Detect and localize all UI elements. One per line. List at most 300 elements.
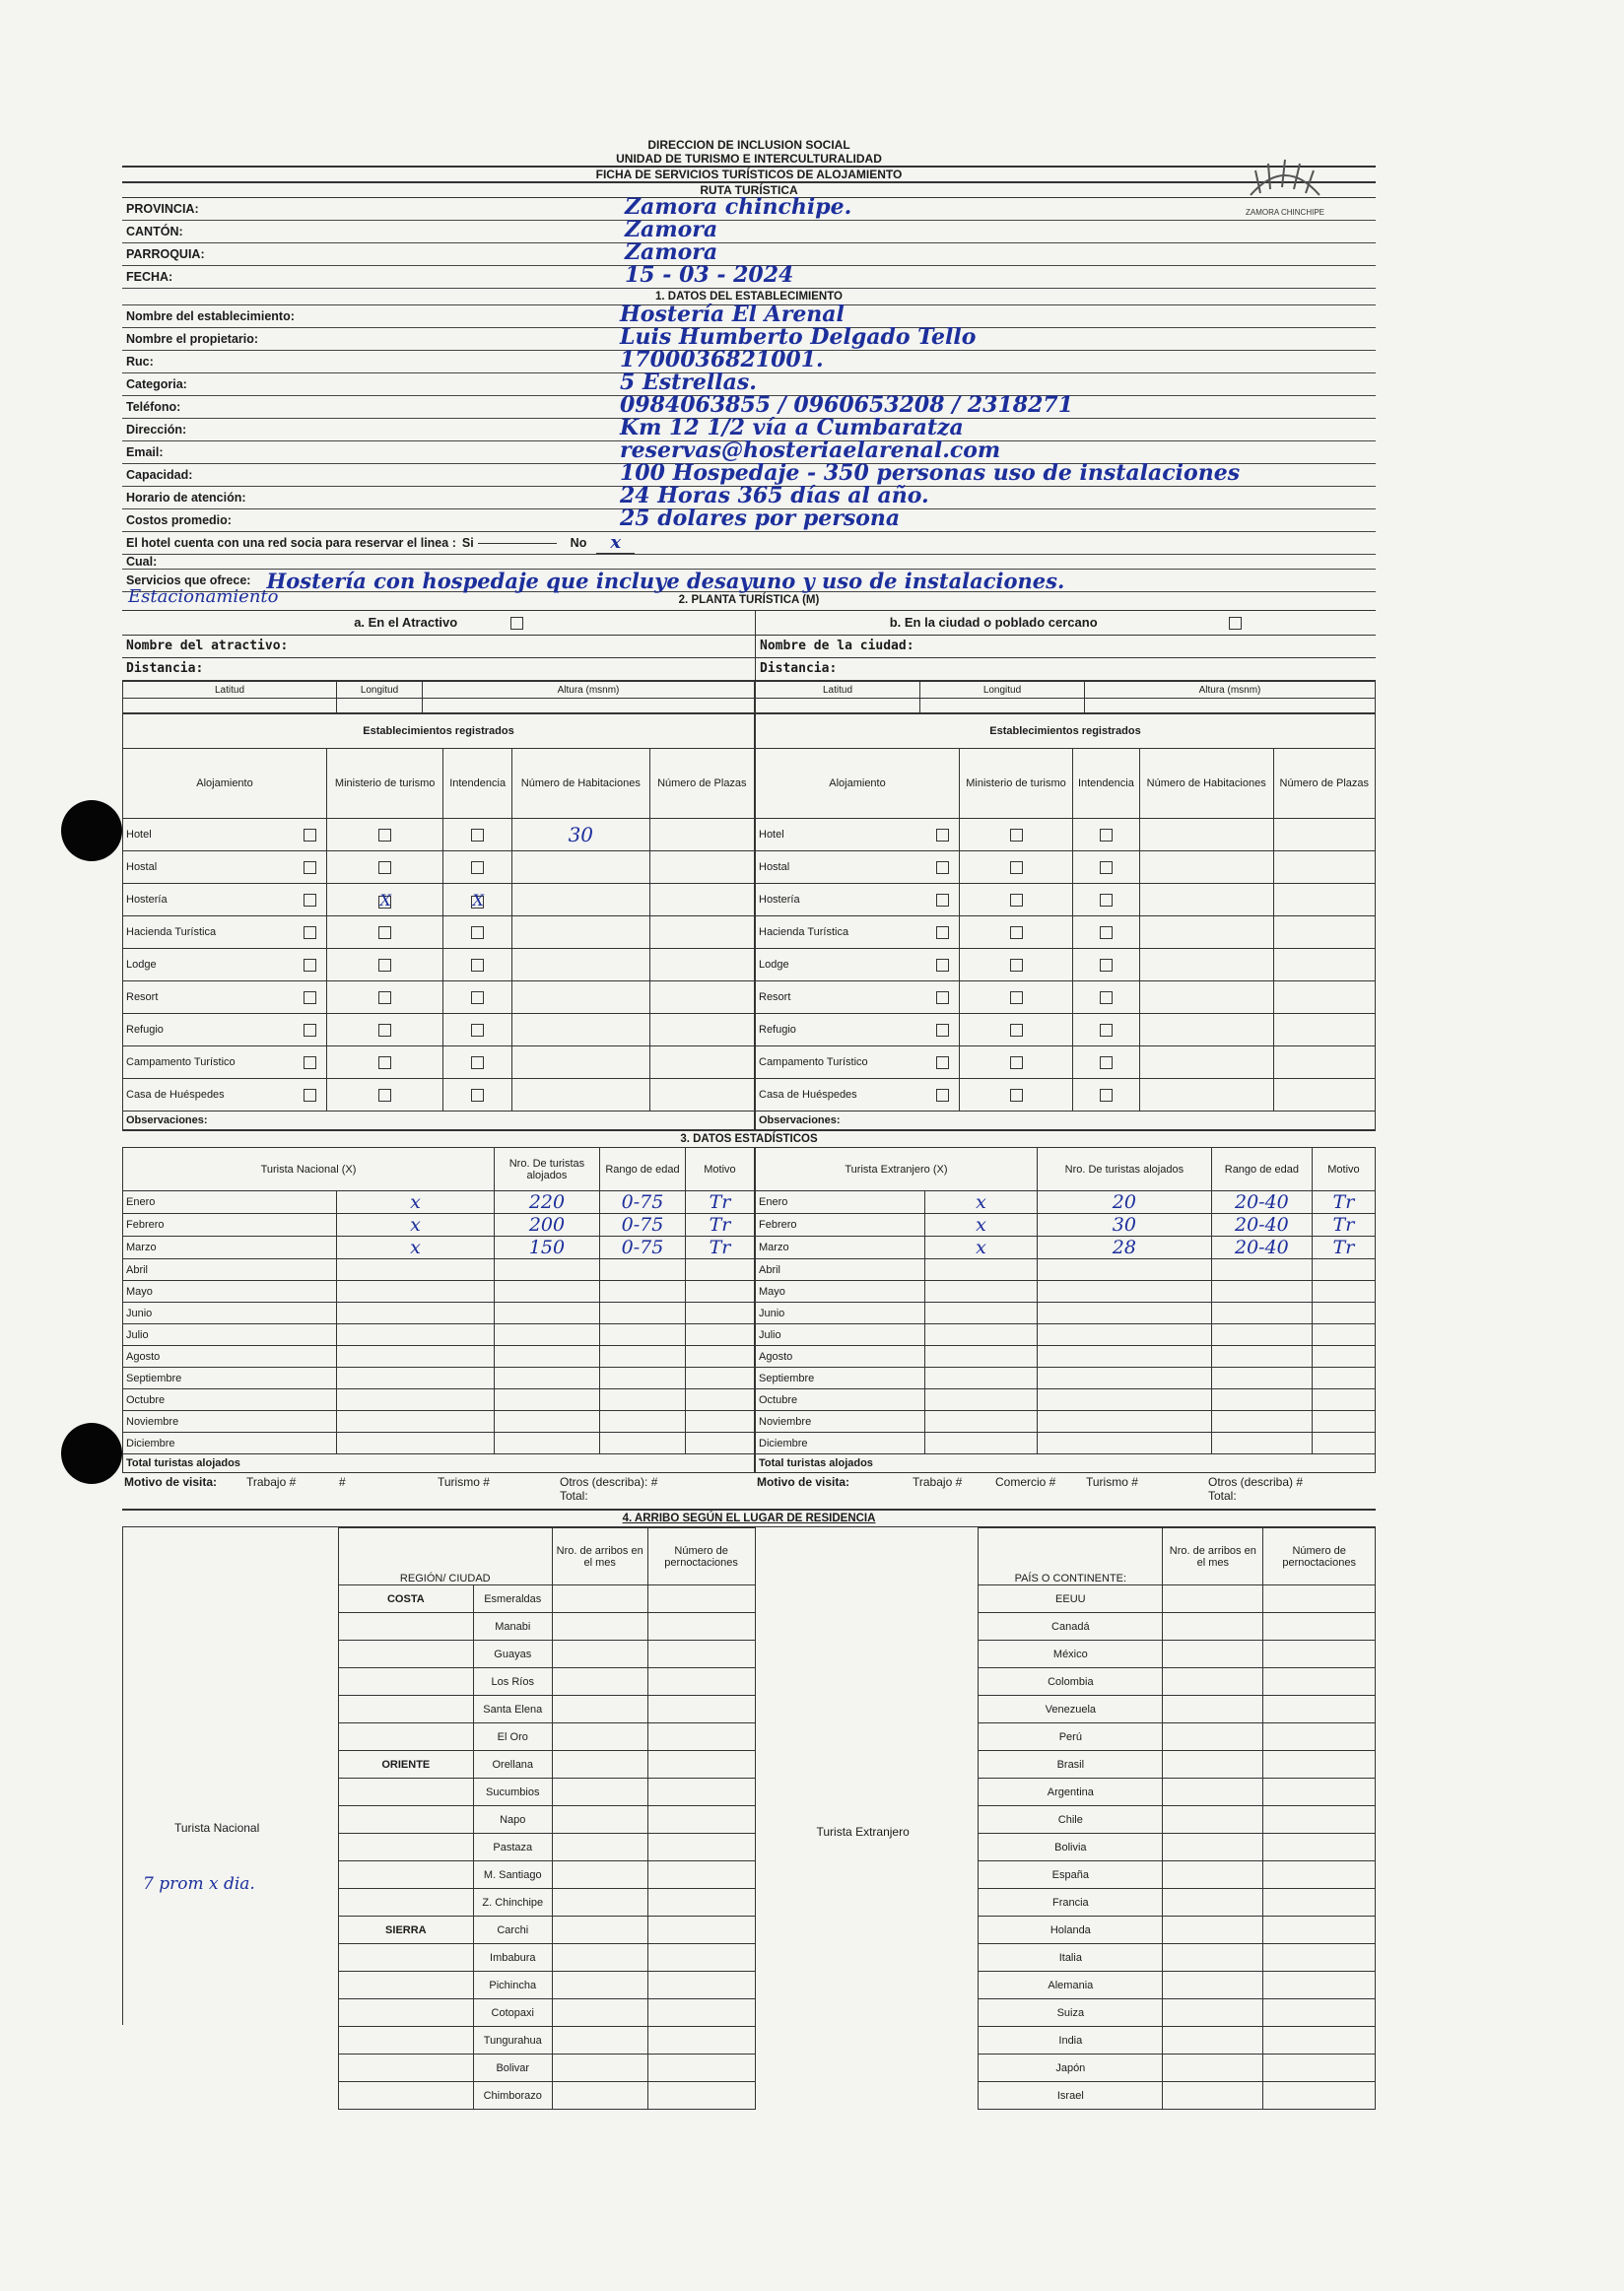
pernoct-cell[interactable] [647, 1889, 755, 1917]
pernoct-cell[interactable] [1263, 1834, 1376, 1861]
arribos-cell[interactable] [1163, 1668, 1263, 1696]
registro-checkbox[interactable] [378, 861, 391, 874]
registro-checkbox[interactable] [1010, 1089, 1023, 1102]
registro-checkbox[interactable] [378, 926, 391, 939]
arribos-cell[interactable] [552, 1834, 647, 1861]
stats-x-cell[interactable]: x [337, 1191, 495, 1214]
stats-month: Octubre [756, 1389, 925, 1411]
stats-motivo-cell[interactable] [685, 1281, 754, 1303]
arribos-cell[interactable] [552, 1944, 647, 1972]
stats-rango-cell[interactable] [599, 1281, 685, 1303]
habitaciones-cell[interactable] [511, 949, 649, 981]
establishment-value[interactable]: reservas@hosteriaelarenal.com [620, 438, 1001, 463]
alojamiento-checkbox[interactable] [304, 959, 316, 972]
stats-month: Marzo [123, 1237, 337, 1259]
stats-rango-cell[interactable] [599, 1411, 685, 1433]
stats-rango-cell[interactable]: 0-75 [599, 1191, 685, 1214]
location-value[interactable]: Zamora [625, 217, 718, 242]
plazas-cell[interactable] [649, 851, 754, 884]
stats-motivo-cell[interactable]: Tr [685, 1191, 754, 1214]
arribos-cell[interactable] [1163, 2055, 1263, 2082]
arribos-cell[interactable] [552, 1696, 647, 1723]
registro-checkbox[interactable] [1010, 991, 1023, 1004]
stats-n-cell[interactable] [1037, 1324, 1211, 1346]
habitaciones-cell[interactable] [1139, 1046, 1273, 1079]
arribos-cell[interactable] [552, 2055, 647, 2082]
stats-n-cell[interactable]: 200 [494, 1214, 599, 1237]
stats-x-cell[interactable]: x [925, 1191, 1038, 1214]
habitaciones-cell[interactable] [1139, 884, 1273, 916]
registro-checkbox[interactable] [1100, 1089, 1113, 1102]
pernoct-cell[interactable] [1263, 1641, 1376, 1668]
stats-x-cell[interactable]: x [337, 1214, 495, 1237]
pernoct-cell[interactable] [647, 1806, 755, 1834]
stats-motivo-cell[interactable] [1312, 1259, 1375, 1281]
registro-checkbox[interactable] [378, 959, 391, 972]
registro-checkbox[interactable] [471, 861, 484, 874]
pernoct-cell[interactable] [647, 1585, 755, 1613]
stats-rango-cell[interactable] [1211, 1433, 1312, 1454]
arribos-cell[interactable] [552, 1806, 647, 1834]
registro-checkbox[interactable] [471, 926, 484, 939]
plazas-cell[interactable] [1273, 851, 1375, 884]
registro-checkbox[interactable] [378, 991, 391, 1004]
registro-checkbox[interactable] [1010, 861, 1023, 874]
stats-n-cell[interactable] [494, 1411, 599, 1433]
alojamiento-checkbox[interactable] [936, 926, 949, 939]
alojamiento-checkbox[interactable] [304, 1024, 316, 1037]
stats-motivo-cell[interactable] [685, 1324, 754, 1346]
arribos-cell[interactable] [552, 1779, 647, 1806]
stats-rango-cell[interactable] [599, 1324, 685, 1346]
establishment-value[interactable]: 5 Estrellas. [620, 370, 757, 395]
alojamiento-checkbox[interactable] [304, 1056, 316, 1069]
plazas-cell[interactable] [1273, 1079, 1375, 1112]
habitaciones-cell[interactable] [1139, 981, 1273, 1014]
registro-checkbox[interactable] [1010, 926, 1023, 939]
stats-n-cell[interactable] [1037, 1281, 1211, 1303]
stats-rango-cell[interactable] [599, 1389, 685, 1411]
registro-checkbox[interactable] [1010, 959, 1023, 972]
plazas-cell[interactable] [649, 981, 754, 1014]
plazas-cell[interactable] [649, 1014, 754, 1046]
habitaciones-cell[interactable] [1139, 1079, 1273, 1112]
pernoct-cell[interactable] [1263, 1972, 1376, 1999]
habitaciones-cell[interactable] [511, 1079, 649, 1112]
registro-checkbox[interactable] [471, 1056, 484, 1069]
stats-n-cell[interactable] [1037, 1368, 1211, 1389]
habitaciones-cell[interactable] [511, 1046, 649, 1079]
arribos-cell[interactable] [552, 1917, 647, 1944]
arribos-cell[interactable] [1163, 1999, 1263, 2027]
arribos-cell[interactable] [1163, 1613, 1263, 1641]
stats-x-cell[interactable] [925, 1389, 1038, 1411]
plazas-cell[interactable] [649, 916, 754, 949]
pernoct-cell[interactable] [647, 1972, 755, 1999]
stats-rango-cell[interactable]: 20-40 [1211, 1214, 1312, 1237]
plazas-cell[interactable] [1273, 1014, 1375, 1046]
stats-motivo-cell[interactable] [685, 1433, 754, 1454]
registro-checkbox[interactable] [1010, 1024, 1023, 1037]
registro-checkbox[interactable] [471, 1024, 484, 1037]
stats-n-cell[interactable]: 28 [1037, 1237, 1211, 1259]
pernoct-cell[interactable] [1263, 1723, 1376, 1751]
stats-rango-cell[interactable]: 20-40 [1211, 1237, 1312, 1259]
arribos-cell[interactable] [552, 1723, 647, 1751]
pernoct-cell[interactable] [647, 2082, 755, 2110]
pernoct-cell[interactable] [1263, 1585, 1376, 1613]
plazas-cell[interactable] [649, 1079, 754, 1112]
stats-rango-cell[interactable] [1211, 1324, 1312, 1346]
registro-checkbox[interactable] [1010, 829, 1023, 842]
stats-motivo-cell[interactable] [1312, 1346, 1375, 1368]
stats-n-cell[interactable] [1037, 1389, 1211, 1411]
stats-n-cell[interactable] [494, 1303, 599, 1324]
plazas-cell[interactable] [649, 949, 754, 981]
alojamiento-checkbox[interactable] [936, 1056, 949, 1069]
alojamiento-type [123, 949, 327, 981]
pernoct-cell[interactable] [647, 1944, 755, 1972]
pernoct-cell[interactable] [647, 1668, 755, 1696]
stats-x-cell[interactable] [337, 1346, 495, 1368]
stats-x-cell[interactable] [925, 1259, 1038, 1281]
arribos-cell[interactable] [1163, 2082, 1263, 2110]
stats-x-cell[interactable] [337, 1411, 495, 1433]
establishment-value[interactable]: Hostería El Arenal [620, 302, 845, 327]
alojamiento-checkbox[interactable] [304, 829, 316, 842]
arribos-cell[interactable] [552, 1668, 647, 1696]
region-row [338, 1889, 755, 1917]
pernoct-cell[interactable] [647, 1751, 755, 1779]
coord-b-cell[interactable] [756, 699, 920, 713]
stats-x-cell[interactable] [925, 1411, 1038, 1433]
stats-x-cell[interactable]: x [337, 1237, 495, 1259]
stats-motivo-cell[interactable] [685, 1389, 754, 1411]
stats-motivo-cell[interactable] [1312, 1411, 1375, 1433]
establishment-value[interactable]: 24 Horas 365 días al año. [620, 483, 929, 508]
stats-motivo-cell[interactable] [1312, 1389, 1375, 1411]
habitaciones-cell[interactable] [1139, 819, 1273, 851]
registro-checkbox[interactable] [1100, 894, 1113, 907]
alojamiento-checkbox[interactable] [304, 861, 316, 874]
establishment-value[interactable]: 100 Hospedaje - 350 personas uso de instalaciones [620, 460, 1241, 486]
location-value[interactable]: Zamora [625, 239, 718, 265]
alojamiento-checkbox[interactable] [936, 1089, 949, 1102]
habitaciones-cell[interactable] [511, 884, 649, 916]
stats-rango-cell[interactable]: 0-75 [599, 1214, 685, 1237]
pernoct-cell[interactable] [647, 1723, 755, 1751]
region-city: Santa Elena [473, 1696, 552, 1723]
registro-checkbox[interactable] [1010, 1056, 1023, 1069]
alojamiento-checkbox[interactable] [936, 959, 949, 972]
stats-x-cell[interactable] [925, 1324, 1038, 1346]
ministerio-cell [960, 1046, 1073, 1079]
stats-motivo-cell[interactable] [1312, 1324, 1375, 1346]
stats-x-cell[interactable] [337, 1259, 495, 1281]
plazas-cell[interactable] [1273, 884, 1375, 916]
establishment-value[interactable]: Luis Humberto Delgado Tello [620, 324, 977, 350]
pernoct-cell[interactable] [1263, 1779, 1376, 1806]
plazas-cell[interactable] [1273, 916, 1375, 949]
stats-x-cell[interactable] [925, 1281, 1038, 1303]
stats-n-cell[interactable]: 150 [494, 1237, 599, 1259]
coord-b-latitud: Latitud [756, 682, 920, 699]
registro-checkbox[interactable] [1100, 1056, 1113, 1069]
arribos-cell[interactable] [552, 2027, 647, 2055]
arribos-cell[interactable] [552, 1585, 647, 1613]
stats-x-cell[interactable]: x [925, 1214, 1038, 1237]
pernoct-cell[interactable] [1263, 1806, 1376, 1834]
pernoct-cell[interactable] [647, 1917, 755, 1944]
arribos-cell[interactable] [552, 1999, 647, 2027]
red-socia-si-line [478, 543, 557, 544]
stats-rango-cell[interactable] [1211, 1259, 1312, 1281]
arribos-cell[interactable] [1163, 1779, 1263, 1806]
stats-n-cell[interactable]: 220 [494, 1191, 599, 1214]
stats-rango-cell[interactable] [1211, 1368, 1312, 1389]
plazas-cell[interactable] [1273, 981, 1375, 1014]
registro-checkbox[interactable] [471, 829, 484, 842]
pernoct-cell[interactable] [1263, 1999, 1376, 2027]
pernoct-cell[interactable] [1263, 1889, 1376, 1917]
stats-motivo-cell[interactable] [1312, 1433, 1375, 1454]
planta-b-checkbox[interactable] [1229, 617, 1242, 630]
stats-rango-cell[interactable]: 0-75 [599, 1237, 685, 1259]
registro-checkbox[interactable] [1100, 959, 1113, 972]
stats-n-cell[interactable] [494, 1324, 599, 1346]
stats-n-cell[interactable] [494, 1389, 599, 1411]
establishment-value[interactable]: Km 12 1/2 vía a Cumbaratza [620, 415, 964, 440]
arribos-cell[interactable] [1163, 1944, 1263, 1972]
arribos-cell[interactable] [1163, 2027, 1263, 2055]
habitaciones-cell[interactable] [1139, 851, 1273, 884]
registro-checkbox[interactable] [378, 1089, 391, 1102]
pernoct-cell[interactable] [1263, 1944, 1376, 1972]
stats-motivo-cell[interactable] [685, 1259, 754, 1281]
pernoct-cell[interactable] [1263, 2027, 1376, 2055]
stats-x-cell[interactable] [337, 1303, 495, 1324]
stats-n-cell[interactable] [1037, 1259, 1211, 1281]
plazas-cell[interactable] [1273, 819, 1375, 851]
registro-checkbox[interactable] [471, 991, 484, 1004]
registro-checkbox[interactable] [1100, 861, 1113, 874]
plazas-cell[interactable] [649, 884, 754, 916]
pernoct-cell[interactable] [647, 1999, 755, 2027]
planta-a-checkbox[interactable] [510, 617, 523, 630]
coord-a-cell[interactable] [123, 699, 337, 713]
pernoct-cell[interactable] [1263, 1917, 1376, 1944]
registro-checkbox[interactable] [378, 1056, 391, 1069]
stats-month: Septiembre [756, 1368, 925, 1389]
stats-n-cell[interactable]: 30 [1037, 1214, 1211, 1237]
stats-n-cell[interactable] [1037, 1346, 1211, 1368]
arribos-cell[interactable] [552, 1641, 647, 1668]
stats-rango-cell[interactable] [599, 1433, 685, 1454]
stats-n-cell[interactable] [494, 1259, 599, 1281]
stats-x-cell[interactable] [925, 1303, 1038, 1324]
stats-rango-cell[interactable] [1211, 1346, 1312, 1368]
stats-n-cell[interactable] [1037, 1433, 1211, 1454]
arribos-cell[interactable] [1163, 1751, 1263, 1779]
habitaciones-cell[interactable] [511, 981, 649, 1014]
arribos-cell[interactable] [1163, 1834, 1263, 1861]
stats-n-cell[interactable] [1037, 1303, 1211, 1324]
stats-x-cell[interactable] [337, 1433, 495, 1454]
coord-a-cell[interactable] [337, 699, 423, 713]
arribos-cell[interactable] [1163, 1861, 1263, 1889]
arribos-cell[interactable] [552, 1972, 647, 1999]
arribos-cell[interactable] [1163, 1696, 1263, 1723]
stats-x-cell[interactable] [925, 1433, 1038, 1454]
stats-motivo-cell[interactable]: Tr [1312, 1237, 1375, 1259]
stats-x-cell[interactable] [337, 1389, 495, 1411]
header-line-2: UNIDAD DE TURISMO E INTERCULTURALIDAD [122, 152, 1376, 168]
habitaciones-cell[interactable] [511, 819, 649, 851]
plazas-cell[interactable] [1273, 949, 1375, 981]
stats-motivo-cell[interactable]: Tr [685, 1237, 754, 1259]
pernoct-cell[interactable] [647, 1613, 755, 1641]
habitaciones-cell[interactable] [1139, 949, 1273, 981]
stats-n-cell[interactable] [494, 1368, 599, 1389]
stats-rango-cell[interactable] [599, 1259, 685, 1281]
stats-rango-cell[interactable] [599, 1368, 685, 1389]
stats-rango-cell[interactable] [1211, 1303, 1312, 1324]
stats-rango-cell[interactable] [599, 1346, 685, 1368]
stats-motivo-cell[interactable] [1312, 1303, 1375, 1324]
arribos-cell[interactable] [552, 1751, 647, 1779]
alojamiento-type [123, 851, 327, 884]
stats-rango-cell[interactable]: 20-40 [1211, 1191, 1312, 1214]
arribos-cell[interactable] [1163, 1806, 1263, 1834]
registro-checkbox[interactable] [471, 959, 484, 972]
registro-checkbox[interactable] [1100, 829, 1113, 842]
pernoct-cell[interactable] [1263, 1861, 1376, 1889]
habitaciones-cell[interactable] [511, 916, 649, 949]
plazas-cell[interactable] [649, 819, 754, 851]
stats-motivo-cell[interactable] [685, 1368, 754, 1389]
stats-x-cell[interactable] [337, 1368, 495, 1389]
habitaciones-cell[interactable] [511, 851, 649, 884]
stats-x-cell[interactable] [925, 1368, 1038, 1389]
habitaciones-cell[interactable] [511, 1014, 649, 1046]
stats-motivo-cell[interactable] [1312, 1281, 1375, 1303]
arribos-cell[interactable] [1163, 1585, 1263, 1613]
plazas-cell[interactable] [649, 1046, 754, 1079]
stats-n-cell[interactable] [494, 1346, 599, 1368]
pernoct-cell[interactable] [647, 2055, 755, 2082]
stats-x-cell[interactable] [337, 1281, 495, 1303]
stats-n-cell[interactable] [494, 1281, 599, 1303]
location-value[interactable]: 15 - 03 - 2024 [625, 262, 794, 288]
establishment-value[interactable]: 0984063855 / 0960653208 / 2318271 [620, 392, 1074, 418]
pernoct-cell[interactable] [1263, 2082, 1376, 2110]
arribos-cell[interactable] [552, 1861, 647, 1889]
establishment-label: Ruc: [126, 355, 154, 369]
stats-motivo-cell[interactable] [685, 1346, 754, 1368]
stats-x-cell[interactable] [337, 1324, 495, 1346]
arribos-cell[interactable] [1163, 1972, 1263, 1999]
arribos-cell[interactable] [1163, 1889, 1263, 1917]
stats-n-cell[interactable] [1037, 1411, 1211, 1433]
coord-b-cell[interactable] [1085, 699, 1376, 713]
alojamiento-checkbox[interactable] [304, 991, 316, 1004]
arribos-cell[interactable] [552, 1889, 647, 1917]
stats-rango-cell[interactable] [1211, 1281, 1312, 1303]
registro-checkbox[interactable] [1100, 1024, 1113, 1037]
stats-motivo-cell[interactable] [685, 1303, 754, 1324]
coord-a-cell[interactable] [423, 699, 755, 713]
alojamiento-checkbox[interactable] [936, 861, 949, 874]
pernoct-cell[interactable] [647, 1641, 755, 1668]
stats-motivo-cell[interactable] [1312, 1368, 1375, 1389]
pernoct-cell[interactable] [1263, 1668, 1376, 1696]
alojamiento-checkbox[interactable] [304, 894, 316, 907]
establishment-value[interactable]: 25 dolares por persona [620, 505, 901, 531]
location-value[interactable]: Zamora chinchipe. [625, 194, 852, 220]
stats-x-cell[interactable] [925, 1346, 1038, 1368]
registro-checkbox[interactable] [471, 1089, 484, 1102]
registro-checkbox[interactable] [1010, 894, 1023, 907]
pernoct-cell[interactable] [647, 1834, 755, 1861]
country-name: Perú [979, 1723, 1163, 1751]
alojamiento-checkbox[interactable] [304, 1089, 316, 1102]
ministerio-cell [327, 1014, 443, 1046]
registro-checkbox[interactable] [1100, 926, 1113, 939]
stats-x-cell[interactable]: x [925, 1237, 1038, 1259]
stats-motivo-cell[interactable]: Tr [685, 1214, 754, 1237]
arribos-cell[interactable] [1163, 1917, 1263, 1944]
pernoct-cell[interactable] [1263, 2055, 1376, 2082]
intendencia-cell [1073, 981, 1140, 1014]
pernoct-cell[interactable] [1263, 1696, 1376, 1723]
alojamiento-checkbox[interactable] [304, 926, 316, 939]
stats-motivo-cell[interactable] [685, 1411, 754, 1433]
pernoct-cell[interactable] [647, 2027, 755, 2055]
registro-checkbox[interactable] [378, 1024, 391, 1037]
alojamiento-checkbox[interactable] [936, 991, 949, 1004]
pernoct-cell[interactable] [647, 1696, 755, 1723]
plazas-cell[interactable] [1273, 1046, 1375, 1079]
establishment-value[interactable]: 1700036821001. [620, 347, 824, 372]
habitaciones-cell[interactable] [1139, 916, 1273, 949]
stats-rango-cell[interactable] [599, 1303, 685, 1324]
pernoct-cell[interactable] [1263, 1613, 1376, 1641]
habitaciones-cell[interactable] [1139, 1014, 1273, 1046]
arribos-cell[interactable] [1163, 1723, 1263, 1751]
alojamiento-checkbox[interactable] [936, 894, 949, 907]
alojamiento-type [756, 1079, 960, 1112]
pernoct-cell[interactable] [647, 1861, 755, 1889]
header-line-4: RUTA TURÍSTICA [122, 183, 1376, 198]
alojamiento-checkbox[interactable] [936, 1024, 949, 1037]
alojamiento-checkbox[interactable] [936, 829, 949, 842]
stats-n-cell[interactable] [494, 1433, 599, 1454]
stats-rango-cell[interactable] [1211, 1411, 1312, 1433]
stats-n-cell[interactable]: 20 [1037, 1191, 1211, 1214]
stats-motivo-cell[interactable]: Tr [1312, 1191, 1375, 1214]
coord-b-cell[interactable] [920, 699, 1085, 713]
pernoct-cell[interactable] [647, 1779, 755, 1806]
arribos-cell[interactable] [1163, 1641, 1263, 1668]
stats-motivo-cell[interactable]: Tr [1312, 1214, 1375, 1237]
ciudad-label: Nombre de la ciudad: [755, 636, 1376, 658]
pernoct-cell[interactable] [1263, 1751, 1376, 1779]
arribos-cell[interactable] [552, 1613, 647, 1641]
registro-checkbox[interactable] [378, 829, 391, 842]
arribos-cell[interactable] [552, 2082, 647, 2110]
registro-checkbox[interactable] [1100, 991, 1113, 1004]
stats-rango-cell[interactable] [1211, 1389, 1312, 1411]
